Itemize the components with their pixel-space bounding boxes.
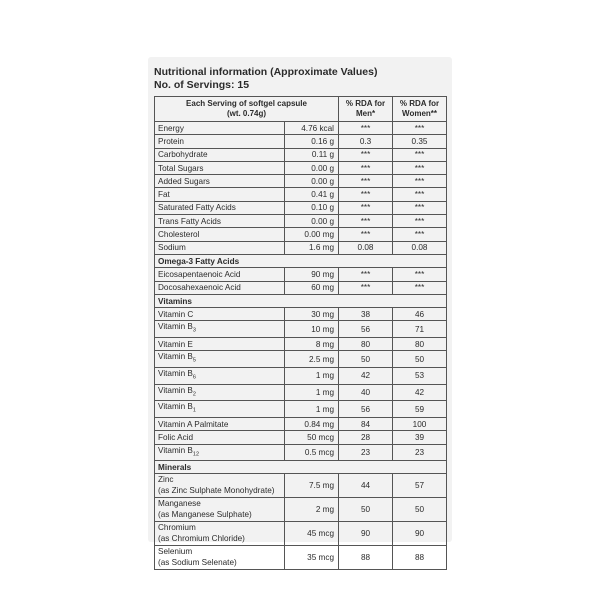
table-row [155,522,447,546]
header-rda-women: % RDA for Women** [393,97,447,122]
rda-women: 23 [393,444,447,461]
table-row [155,368,447,385]
table-row [155,417,447,430]
header-serving: Each Serving of softgel capsule (wt. 0.74g) [155,97,339,122]
nutrient-name: Carbohydrate [155,148,285,161]
nutrient-name-text: Vitamin B [158,369,193,379]
rda-men: 90 [339,522,393,546]
nutrient-source: (as Zinc Sulphate Monohydrate) [158,485,275,495]
section-heading: Omega-3 Fatty Acids [155,254,447,267]
nutrient-name: Folic Acid [155,431,285,444]
nutrient-name: Total Sugars [155,161,285,174]
nutrient-name: Docosahexaenoic Acid [155,281,285,294]
table-row [155,321,447,338]
nutrient-subscript: 6 [192,374,196,381]
nutrient-subscript: 5 [192,358,196,365]
nutrient-subscript: 3 [192,328,196,335]
nutrient-amount: 2.5 mg [285,351,339,368]
rda-men: *** [339,201,393,214]
rda-men: *** [339,188,393,201]
table-row [155,188,447,201]
table-body [155,122,447,570]
rda-men: *** [339,215,393,228]
rda-women: 46 [393,308,447,321]
section-heading-row [155,294,447,307]
table-row [155,122,447,135]
table-row [155,215,447,228]
table-row [155,241,447,254]
table-row [155,338,447,351]
nutrient-name-text: Selenium [158,547,193,557]
rda-men: 56 [339,321,393,338]
rda-men: 23 [339,444,393,461]
rda-women: *** [393,122,447,135]
rda-women: *** [393,201,447,214]
rda-women: *** [393,215,447,228]
nutrient-amount: 0.00 g [285,215,339,228]
table-row [155,474,447,498]
rda-men: *** [339,281,393,294]
nutrient-name-text: Vitamin B [158,322,193,332]
nutrient-source: (as Sodium Selenate) [158,557,237,567]
rda-men: *** [339,175,393,188]
rda-women: 80 [393,338,447,351]
nutrient-name [155,321,285,338]
rda-men: 88 [339,546,393,570]
rda-men: *** [339,148,393,161]
nutrient-amount: 50 mcg [285,431,339,444]
table-row [155,228,447,241]
nutrient-name [155,522,285,546]
nutrient-name [155,384,285,401]
nutrient-amount: 0.00 g [285,161,339,174]
nutrient-amount: 4.76 kcal [285,122,339,135]
nutrient-name: Saturated Fatty Acids [155,201,285,214]
nutrient-amount: 1 mg [285,384,339,401]
nutrient-source: (as Manganese Sulphate) [158,509,252,519]
nutrient-amount: 1.6 mg [285,241,339,254]
rda-men: *** [339,228,393,241]
table-row [155,161,447,174]
table-row [155,546,447,570]
section-heading-row [155,254,447,267]
rda-women: *** [393,161,447,174]
nutrient-name [155,444,285,461]
rda-men: *** [339,161,393,174]
nutrient-name-text: Vitamin B [158,402,193,412]
nutrient-amount: 7.5 mg [285,474,339,498]
nutrient-amount: 0.16 g [285,135,339,148]
nutrient-amount: 0.10 g [285,201,339,214]
nutrient-subscript: 1 [192,407,196,414]
nutrient-name [155,368,285,385]
nutrient-name: Added Sugars [155,175,285,188]
table-row [155,384,447,401]
rda-men: 40 [339,384,393,401]
rda-women: 71 [393,321,447,338]
table-row [155,201,447,214]
section-heading: Minerals [155,461,447,474]
nutrient-amount: 90 mg [285,268,339,281]
servings-count: No. of Servings: 15 [154,79,250,91]
nutrient-amount: 45 mcg [285,522,339,546]
nutrition-table [154,96,447,570]
header-rda-men: % RDA for Men* [339,97,393,122]
nutrient-name-text: Vitamin B [158,445,193,455]
nutrient-subscript: 2 [192,391,196,398]
rda-men: 44 [339,474,393,498]
nutrient-source: (as Chromium Chloride) [158,533,245,543]
nutrient-name: Vitamin E [155,338,285,351]
nutrient-name-text: Manganese [158,499,201,509]
nutrient-amount: 30 mg [285,308,339,321]
rda-women: 50 [393,498,447,522]
rda-women: *** [393,228,447,241]
nutrient-amount: 1 mg [285,368,339,385]
rda-men: 80 [339,338,393,351]
nutrient-name-text: Vitamin B [158,352,193,362]
nutrient-amount: 60 mg [285,281,339,294]
table-row [155,175,447,188]
nutrient-name [155,498,285,522]
table-row [155,148,447,161]
rda-women: 59 [393,401,447,418]
rda-men: 38 [339,308,393,321]
rda-women: *** [393,188,447,201]
rda-women: *** [393,148,447,161]
nutrient-amount: 35 mcg [285,546,339,570]
rda-men: 50 [339,498,393,522]
rda-men: 84 [339,417,393,430]
rda-women: *** [393,175,447,188]
nutrient-name-text: Vitamin B [158,385,193,395]
nutrient-name [155,546,285,570]
rda-men: 56 [339,401,393,418]
rda-women: 57 [393,474,447,498]
rda-men: 50 [339,351,393,368]
nutrient-name [155,351,285,368]
table-row [155,444,447,461]
table-row [155,135,447,148]
nutrient-subscript: 12 [192,451,200,458]
rda-men: *** [339,122,393,135]
rda-women: 100 [393,417,447,430]
nutrient-name: Sodium [155,241,285,254]
nutrient-name: Fat [155,188,285,201]
label-title: Nutritional information (Approximate Values) [154,66,378,78]
rda-women: 53 [393,368,447,385]
rda-women: 0.08 [393,241,447,254]
table-row [155,351,447,368]
nutrient-name: Trans Fatty Acids [155,215,285,228]
nutrient-name: Eicosapentaenoic Acid [155,268,285,281]
rda-women: 50 [393,351,447,368]
rda-women: 90 [393,522,447,546]
table-header-row [155,97,447,122]
section-heading: Vitamins [155,294,447,307]
section-heading-row [155,461,447,474]
rda-women: *** [393,268,447,281]
rda-women: 39 [393,431,447,444]
nutrient-amount: 0.41 g [285,188,339,201]
nutrient-amount: 0.00 mg [285,228,339,241]
rda-women: *** [393,281,447,294]
nutrient-amount: 0.84 mg [285,417,339,430]
nutrient-name: Cholesterol [155,228,285,241]
rda-women: 42 [393,384,447,401]
nutrient-name: Vitamin C [155,308,285,321]
table-row [155,431,447,444]
nutrient-amount: 0.5 mcg [285,444,339,461]
nutrient-name: Energy [155,122,285,135]
rda-men: 42 [339,368,393,385]
nutrient-amount: 0.00 g [285,175,339,188]
rda-men: 0.08 [339,241,393,254]
nutrient-name [155,474,285,498]
rda-women: 88 [393,546,447,570]
nutrient-amount: 0.11 g [285,148,339,161]
nutrient-amount: 1 mg [285,401,339,418]
nutrient-name: Protein [155,135,285,148]
table-row [155,498,447,522]
rda-men: 28 [339,431,393,444]
nutrient-name [155,401,285,418]
nutrient-name-text: Chromium [158,523,196,533]
rda-men: *** [339,268,393,281]
rda-women: 0.35 [393,135,447,148]
table-row [155,401,447,418]
table-row [155,268,447,281]
nutrient-amount: 8 mg [285,338,339,351]
table-row [155,281,447,294]
nutrient-name: Vitamin A Palmitate [155,417,285,430]
nutrient-name-text: Zinc [158,475,174,485]
nutrient-amount: 2 mg [285,498,339,522]
rda-men: 0.3 [339,135,393,148]
table-row [155,308,447,321]
nutrient-amount: 10 mg [285,321,339,338]
